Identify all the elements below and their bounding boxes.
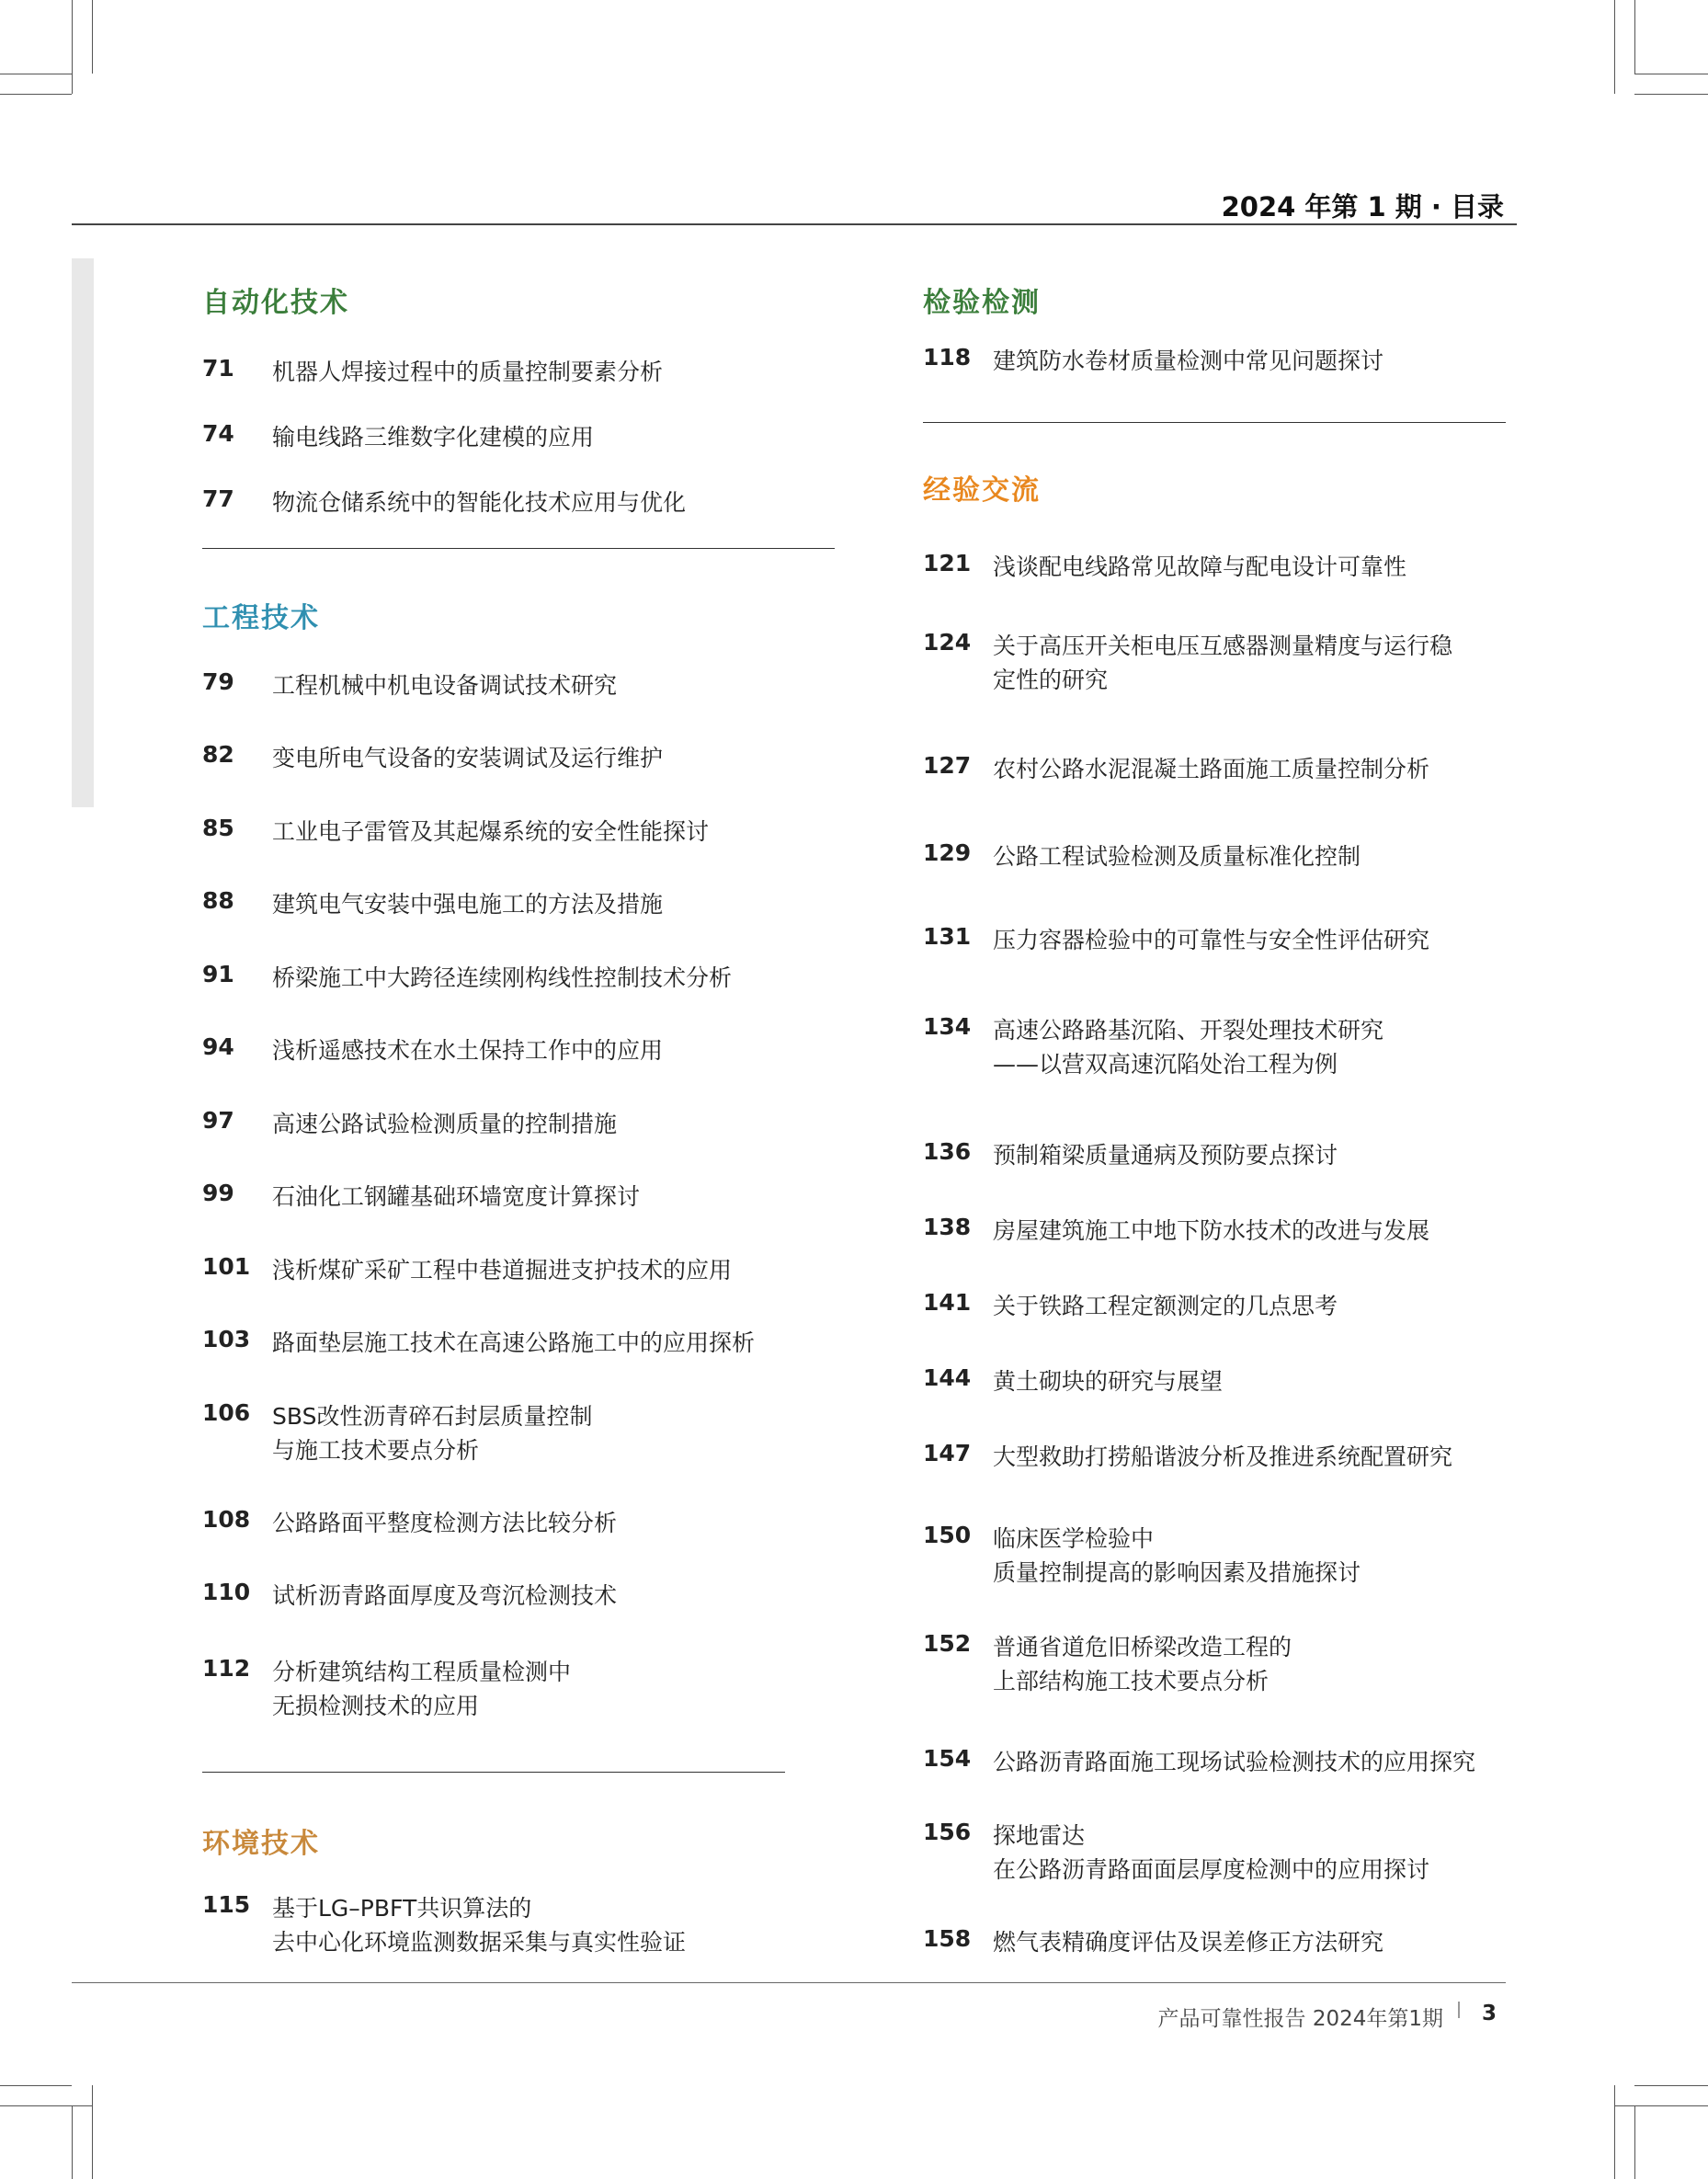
section-title-experience: 经验交流 bbox=[923, 474, 1041, 507]
entry-title: 公路沥青路面施工现场试验检测技术的应用探究 bbox=[993, 1749, 1476, 1775]
entry-title: 石油化工钢罐基础环墙宽度计算探讨 bbox=[272, 1183, 641, 1210]
entry-page-number: 94 bbox=[202, 1033, 234, 1060]
entry-page-number: 112 bbox=[202, 1655, 251, 1682]
entry-title: 黄土砌块的研究与展望 bbox=[993, 1368, 1224, 1395]
header-divider bbox=[72, 223, 1517, 225]
entry-page-number: 110 bbox=[202, 1579, 251, 1605]
entry-page-number: 115 bbox=[202, 1891, 251, 1918]
entry-page-number: 152 bbox=[923, 1630, 972, 1657]
entry-title: 房屋建筑施工中地下防水技术的改进与发展 bbox=[993, 1217, 1430, 1244]
section-divider bbox=[202, 1772, 785, 1773]
crop-mark bbox=[1634, 94, 1708, 95]
entry-title: 建筑防水卷材质量检测中常见问题探讨 bbox=[993, 348, 1384, 374]
section-title-environment: 环境技术 bbox=[202, 1828, 320, 1860]
entry-page-number: 85 bbox=[202, 815, 234, 841]
entry-page-number: 99 bbox=[202, 1180, 234, 1206]
crop-mark bbox=[1634, 2105, 1635, 2179]
entry-page-number: 136 bbox=[923, 1138, 972, 1165]
section-title-engineering: 工程技术 bbox=[202, 602, 320, 634]
entry-page-number: 108 bbox=[202, 1506, 251, 1533]
entry-page-number: 79 bbox=[202, 668, 234, 695]
footer-separator bbox=[1458, 2002, 1460, 2018]
entry-title: 普通省道危旧桥梁改造工程的 上部结构施工技术要点分析 bbox=[993, 1634, 1292, 1694]
section-divider bbox=[923, 422, 1506, 423]
entry-title: 变电所电气设备的安装调试及运行维护 bbox=[272, 745, 664, 771]
entry-page-number: 144 bbox=[923, 1364, 972, 1391]
footer-divider bbox=[72, 1982, 1506, 1983]
entry-title: 临床医学检验中 质量控制提高的影响因素及措施探讨 bbox=[993, 1525, 1361, 1586]
entry-title: 浅析煤矿采矿工程中巷道掘进支护技术的应用 bbox=[272, 1257, 733, 1283]
entry-title: SBS改性沥青碎石封层质量控制 与施工技术要点分析 bbox=[272, 1403, 593, 1464]
entry-title: 工程机械中机电设备调试技术研究 bbox=[272, 672, 618, 699]
entry-page-number: 106 bbox=[202, 1399, 251, 1426]
entry-title: 公路路面平整度检测方法比较分析 bbox=[272, 1510, 618, 1536]
side-accent-bar bbox=[72, 258, 94, 807]
entry-title: 高速公路试验检测质量的控制措施 bbox=[272, 1111, 618, 1137]
entry-title: 压力容器检验中的可靠性与安全性评估研究 bbox=[993, 927, 1430, 953]
page-header-title: 2024 年第 1 期 · 目录 bbox=[1221, 191, 1504, 222]
entry-page-number: 88 bbox=[202, 887, 234, 914]
crop-mark bbox=[1614, 0, 1615, 94]
crop-mark bbox=[1634, 0, 1635, 74]
entry-title: 路面垫层施工技术在高速公路施工中的应用探析 bbox=[272, 1329, 756, 1356]
crop-mark bbox=[0, 2105, 92, 2106]
entry-page-number: 97 bbox=[202, 1107, 234, 1134]
entry-title: 关于铁路工程定额测定的几点思考 bbox=[993, 1293, 1338, 1319]
entry-page-number: 127 bbox=[923, 752, 972, 779]
crop-mark bbox=[72, 0, 73, 94]
entry-page-number: 91 bbox=[202, 961, 234, 987]
entry-page-number: 147 bbox=[923, 1440, 972, 1466]
entry-page-number: 101 bbox=[202, 1253, 251, 1280]
entry-title: 公路工程试验检测及质量标准化控制 bbox=[993, 843, 1361, 870]
entry-page-number: 141 bbox=[923, 1289, 972, 1316]
entry-page-number: 103 bbox=[202, 1326, 251, 1352]
footer-journal-name: 产品可靠性报告 2024年第1期 bbox=[1157, 2007, 1443, 2031]
entry-page-number: 121 bbox=[923, 550, 972, 576]
entry-title: 桥梁施工中大跨径连续刚构线性控制技术分析 bbox=[272, 964, 733, 991]
entry-page-number: 131 bbox=[923, 923, 972, 950]
entry-title: 燃气表精确度评估及误差修正方法研究 bbox=[993, 1929, 1384, 1956]
entry-page-number: 71 bbox=[202, 355, 234, 382]
entry-title: 探地雷达 在公路沥青路面面层厚度检测中的应用探讨 bbox=[993, 1822, 1430, 1883]
entry-page-number: 77 bbox=[202, 485, 234, 512]
entry-title: 浅谈配电线路常见故障与配电设计可靠性 bbox=[993, 553, 1407, 580]
crop-mark bbox=[92, 2085, 93, 2179]
crop-mark bbox=[0, 2085, 72, 2086]
entry-title: 农村公路水泥混凝土路面施工质量控制分析 bbox=[993, 756, 1430, 782]
crop-mark bbox=[1614, 2105, 1708, 2106]
entry-page-number: 118 bbox=[923, 344, 972, 371]
entry-page-number: 124 bbox=[923, 629, 972, 656]
entry-title: 基于LG–PBFT共识算法的 去中心化环境监测数据采集与真实性验证 bbox=[272, 1895, 687, 1956]
entry-page-number: 74 bbox=[202, 420, 234, 447]
entry-page-number: 138 bbox=[923, 1214, 972, 1240]
crop-mark bbox=[72, 2105, 73, 2179]
entry-page-number: 156 bbox=[923, 1819, 972, 1845]
entry-page-number: 150 bbox=[923, 1522, 972, 1548]
entry-page-number: 158 bbox=[923, 1925, 972, 1952]
crop-mark bbox=[1634, 2085, 1708, 2086]
section-divider bbox=[202, 548, 835, 549]
crop-mark bbox=[1614, 2085, 1615, 2179]
entry-title: 预制箱梁质量通病及预防要点探讨 bbox=[993, 1142, 1338, 1169]
footer-page-number: 3 bbox=[1482, 2002, 1497, 2025]
entry-title: 关于高压开关柜电压互感器测量精度与运行稳 定性的研究 bbox=[993, 633, 1453, 693]
entry-title: 物流仓储系统中的智能化技术应用与优化 bbox=[272, 489, 687, 516]
entry-title: 分析建筑结构工程质量检测中 无损检测技术的应用 bbox=[272, 1659, 572, 1719]
entry-title: 工业电子雷管及其起爆系统的安全性能探讨 bbox=[272, 818, 710, 845]
entry-page-number: 154 bbox=[923, 1745, 972, 1772]
entry-title: 机器人焊接过程中的质量控制要素分析 bbox=[272, 359, 664, 385]
entry-title: 试析沥青路面厚度及弯沉检测技术 bbox=[272, 1582, 618, 1609]
entry-title: 建筑电气安装中强电施工的方法及措施 bbox=[272, 891, 664, 918]
entry-title: 输电线路三维数字化建模的应用 bbox=[272, 424, 595, 451]
entry-title: 大型救助打捞船谐波分析及推进系统配置研究 bbox=[993, 1443, 1453, 1470]
entry-title: 高速公路路基沉陷、开裂处理技术研究 ——以营双高速沉陷处治工程为例 bbox=[993, 1017, 1384, 1078]
crop-mark bbox=[0, 94, 72, 95]
entry-page-number: 82 bbox=[202, 741, 234, 768]
crop-mark bbox=[92, 0, 93, 74]
entry-page-number: 129 bbox=[923, 839, 972, 866]
entry-page-number: 134 bbox=[923, 1013, 972, 1040]
section-title-inspection: 检验检测 bbox=[923, 287, 1041, 319]
entry-title: 浅析遥感技术在水土保持工作中的应用 bbox=[272, 1037, 664, 1064]
section-title-automation: 自动化技术 bbox=[202, 287, 349, 319]
